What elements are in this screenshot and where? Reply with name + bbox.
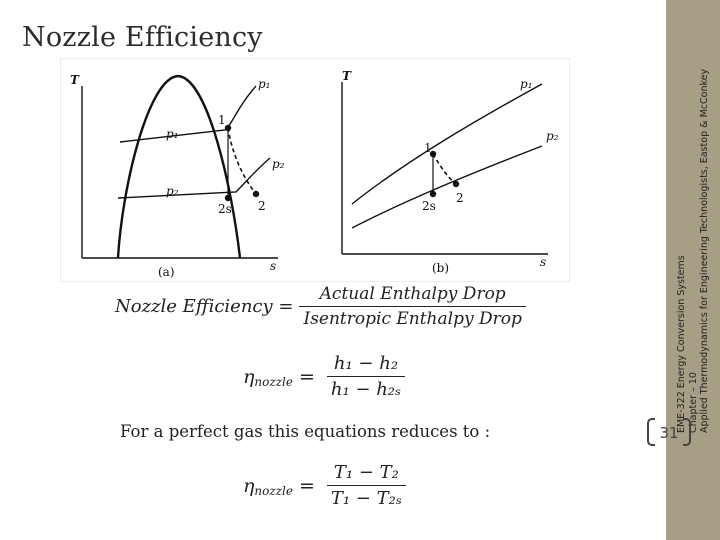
panel-a-state-1-label: 1 bbox=[218, 113, 226, 127]
panel-b-state-2-label: 2 bbox=[456, 191, 464, 205]
efficiency-definition-equation bbox=[115, 282, 526, 330]
sidebar-line-chapter: Chapter – 10 bbox=[687, 372, 699, 433]
panel-b-caption: (b) bbox=[432, 261, 450, 275]
page-number: 31 bbox=[659, 424, 679, 442]
panel-b-p2-label: p₂ bbox=[546, 129, 559, 143]
panel-a-s-label: s bbox=[270, 259, 277, 273]
panel-a-p1-mid: p₁ bbox=[166, 127, 179, 141]
eta-subscript-2: nozzle bbox=[254, 483, 293, 498]
enthalpy-efficiency-equation bbox=[243, 353, 405, 400]
sidebar-course-info bbox=[676, 3, 711, 433]
temperature-denominator: T₁ − T₂ₛ bbox=[327, 485, 406, 509]
page-number-bracket-right bbox=[683, 418, 691, 446]
efficiency-definition-denominator: Isentropic Enthalpy Drop bbox=[299, 306, 525, 329]
ts-diagram-figure bbox=[60, 58, 570, 282]
panel-a-state-2-label: 2 bbox=[258, 199, 266, 213]
efficiency-definition-lhs: Nozzle Efficiency = bbox=[115, 295, 294, 317]
equals-sign-2: = bbox=[298, 474, 315, 497]
panel-a-p2-mid: p₂ bbox=[166, 184, 179, 198]
panel-a-t-label: T bbox=[70, 73, 79, 87]
enthalpy-fraction bbox=[327, 353, 405, 400]
slide-title: Nozzle Efficiency bbox=[22, 22, 263, 53]
panel-a-caption: (a) bbox=[158, 265, 175, 279]
temperature-fraction bbox=[327, 462, 406, 509]
figure-frame bbox=[60, 58, 570, 282]
panel-a-p2-right: p₂ bbox=[272, 157, 285, 171]
panel-a-state-2s bbox=[226, 196, 231, 201]
eta-symbol-2: η bbox=[243, 474, 255, 497]
temperature-numerator: T₁ − T₂ bbox=[333, 462, 399, 483]
enthalpy-numerator: h₁ − h₂ bbox=[333, 353, 399, 374]
sidebar-line-course: EME-322 Energy Conversion Systems bbox=[675, 255, 687, 433]
panel-b-s-label: s bbox=[540, 255, 547, 269]
panel-b-state-2s-label: 2s bbox=[422, 199, 436, 213]
panel-b-t-label: T bbox=[342, 69, 351, 83]
temperature-efficiency-equation bbox=[243, 462, 406, 509]
panel-a-state-1 bbox=[226, 126, 231, 131]
panel-b-state-2s bbox=[431, 192, 436, 197]
efficiency-definition-fraction bbox=[299, 284, 525, 329]
perfect-gas-note: For a perfect gas this equations reduces to : bbox=[120, 422, 491, 441]
sidebar-line-reference: Applied Thermodynamics for Engineering Technologists, Eastop & McConkey bbox=[698, 68, 710, 433]
panel-b-state-2 bbox=[454, 182, 459, 187]
panel-a-state-2s-label: 2s bbox=[218, 202, 232, 216]
efficiency-definition-numerator: Actual Enthalpy Drop bbox=[319, 283, 506, 304]
eta-subscript: nozzle bbox=[254, 374, 293, 389]
panel-b-state-1-label: 1 bbox=[424, 141, 432, 155]
panel-a-state-2 bbox=[254, 192, 259, 197]
equals-sign: = bbox=[298, 365, 315, 388]
panel-a-p1-top: p₁ bbox=[258, 77, 271, 91]
panel-b-p1-label: p₁ bbox=[520, 77, 533, 91]
enthalpy-denominator: h₁ − h₂ₛ bbox=[327, 376, 405, 400]
eta-symbol: η bbox=[243, 365, 255, 388]
